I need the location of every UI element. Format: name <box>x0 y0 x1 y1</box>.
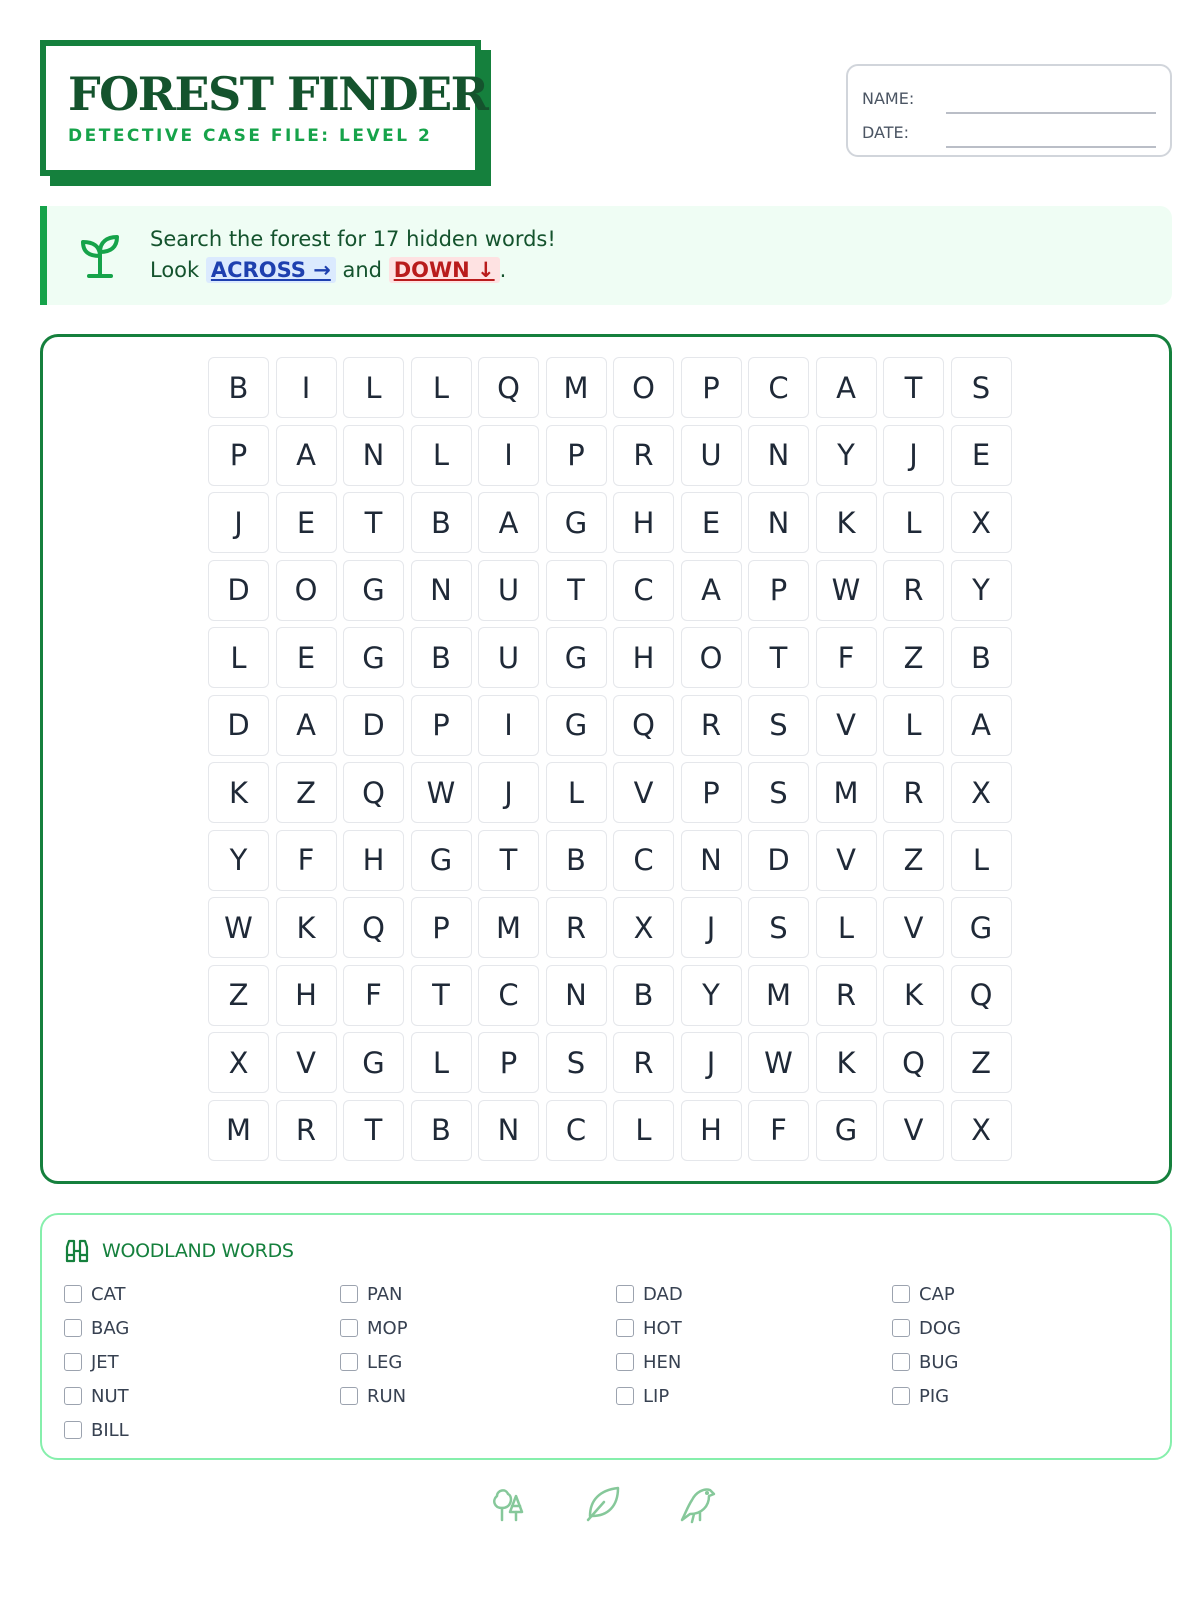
grid-cell[interactable]: B <box>411 1100 472 1161</box>
grid-cell[interactable]: N <box>748 425 809 486</box>
word-item <box>340 1277 616 1311</box>
word-label: PAN <box>367 1283 403 1305</box>
word-list-title: WOODLAND WORDS <box>102 1240 294 1262</box>
grid-cell[interactable]: W <box>816 560 877 621</box>
word-checkbox[interactable] <box>616 1353 634 1371</box>
word-checkbox[interactable] <box>616 1387 634 1405</box>
grid-cell[interactable]: X <box>951 492 1012 553</box>
grid-cell[interactable]: P <box>208 425 269 486</box>
word-list-header <box>64 1239 294 1263</box>
word-item <box>64 1413 340 1447</box>
bird-icon <box>676 1482 718 1524</box>
grid-cell[interactable]: H <box>276 965 337 1026</box>
word-checkbox[interactable] <box>64 1353 82 1371</box>
grid-cell[interactable]: Z <box>883 830 944 891</box>
grid-cell[interactable]: G <box>951 897 1012 958</box>
word-item <box>64 1277 340 1311</box>
grid-cell[interactable]: L <box>411 357 472 418</box>
grid-cell[interactable]: W <box>748 1032 809 1093</box>
word-item <box>340 1311 616 1345</box>
grid-cell[interactable]: P <box>681 357 742 418</box>
grid-cell[interactable]: G <box>343 627 404 688</box>
grid-cell[interactable]: L <box>883 492 944 553</box>
grid-cell[interactable]: P <box>681 762 742 823</box>
grid-cell[interactable]: Q <box>343 762 404 823</box>
name-date-box <box>846 64 1172 157</box>
grid-cell[interactable]: G <box>343 560 404 621</box>
grid-cell[interactable]: C <box>478 965 539 1026</box>
page-subtitle: DETECTIVE CASE FILE: LEVEL 2 <box>68 126 433 146</box>
word-item <box>616 1379 892 1413</box>
word-list <box>64 1277 1154 1447</box>
grid-cell[interactable]: T <box>478 830 539 891</box>
grid-cell[interactable]: U <box>681 425 742 486</box>
grid-cell[interactable]: L <box>816 897 877 958</box>
grid-cell[interactable]: F <box>343 965 404 1026</box>
word-checkbox[interactable] <box>892 1387 910 1405</box>
leaf-icon <box>582 1482 624 1524</box>
grid-cell[interactable]: H <box>613 492 674 553</box>
word-checkbox[interactable] <box>340 1319 358 1337</box>
word-checkbox[interactable] <box>64 1387 82 1405</box>
date-field[interactable] <box>946 122 1156 148</box>
grid-cell[interactable]: J <box>208 492 269 553</box>
grid-cell[interactable]: J <box>681 897 742 958</box>
word-checkbox[interactable] <box>340 1387 358 1405</box>
grid-cell[interactable]: K <box>276 897 337 958</box>
grid-cell[interactable]: E <box>951 425 1012 486</box>
grid-cell[interactable]: Q <box>883 1032 944 1093</box>
grid-cell[interactable]: N <box>343 425 404 486</box>
grid-cell[interactable]: D <box>343 695 404 756</box>
grid-cell[interactable]: D <box>208 695 269 756</box>
word-item <box>616 1345 892 1379</box>
word-label: DOG <box>919 1317 961 1339</box>
grid-cell[interactable]: B <box>546 830 607 891</box>
name-field[interactable] <box>946 88 1156 114</box>
word-checkbox[interactable] <box>616 1285 634 1303</box>
grid-cell[interactable]: Y <box>816 425 877 486</box>
grid-cell[interactable]: I <box>276 357 337 418</box>
word-item <box>64 1379 340 1413</box>
word-label: HOT <box>643 1317 682 1339</box>
grid-cell[interactable]: D <box>208 560 269 621</box>
look-text: Look <box>150 258 200 282</box>
grid-cell[interactable]: C <box>613 560 674 621</box>
word-item <box>64 1311 340 1345</box>
grid-cell[interactable]: M <box>748 965 809 1026</box>
grid-cell[interactable]: V <box>276 1032 337 1093</box>
grid-cell[interactable]: Q <box>343 897 404 958</box>
grid-cell[interactable]: G <box>546 695 607 756</box>
grid-cell[interactable]: J <box>883 425 944 486</box>
grid-cell[interactable]: T <box>411 965 472 1026</box>
date-label: DATE: <box>862 123 910 142</box>
grid-cell[interactable]: L <box>613 1100 674 1161</box>
grid-cell[interactable]: L <box>343 357 404 418</box>
period-text: . <box>499 258 507 282</box>
footer-icons <box>488 1482 718 1524</box>
word-item <box>616 1311 892 1345</box>
grid-cell[interactable]: E <box>681 492 742 553</box>
word-label: BILL <box>91 1419 129 1441</box>
grid-cell[interactable]: G <box>816 1100 877 1161</box>
word-label: HEN <box>643 1351 682 1373</box>
grid-cell[interactable]: C <box>613 830 674 891</box>
grid-cell[interactable]: K <box>883 965 944 1026</box>
word-checkbox[interactable] <box>64 1285 82 1303</box>
grid-cell[interactable]: U <box>478 560 539 621</box>
grid-cell[interactable]: C <box>546 1100 607 1161</box>
grid-cell[interactable]: B <box>411 492 472 553</box>
grid-cell[interactable]: P <box>546 425 607 486</box>
word-label: RUN <box>367 1385 407 1407</box>
grid-cell[interactable]: R <box>613 1032 674 1093</box>
word-item <box>892 1277 1168 1311</box>
grid-cell[interactable]: Q <box>951 965 1012 1026</box>
grid-cell[interactable]: B <box>951 627 1012 688</box>
grid-cell[interactable]: I <box>478 425 539 486</box>
word-checkbox[interactable] <box>892 1285 910 1303</box>
grid-cell[interactable]: T <box>343 1100 404 1161</box>
grid-cell[interactable]: X <box>951 762 1012 823</box>
grid-cell[interactable]: O <box>681 627 742 688</box>
word-checkbox[interactable] <box>892 1319 910 1337</box>
grid-cell[interactable]: B <box>411 627 472 688</box>
instructions-line-2 <box>150 255 556 286</box>
page-title: FOREST FINDER <box>68 67 488 121</box>
word-label: LIP <box>643 1385 670 1407</box>
grid-cell[interactable]: K <box>208 762 269 823</box>
word-label: PIG <box>919 1385 950 1407</box>
grid-cell[interactable]: W <box>208 897 269 958</box>
grid-cell[interactable]: I <box>478 695 539 756</box>
grid-cell[interactable]: R <box>816 965 877 1026</box>
grid-cell[interactable]: G <box>546 492 607 553</box>
date-row <box>862 114 1156 148</box>
name-label: NAME: <box>862 89 915 108</box>
grid-cell[interactable]: L <box>546 762 607 823</box>
word-checkbox[interactable] <box>340 1353 358 1371</box>
binoculars-icon <box>64 1239 90 1263</box>
word-checkbox[interactable] <box>64 1319 82 1337</box>
grid-cell[interactable]: J <box>478 762 539 823</box>
grid-cell[interactable]: Z <box>951 1032 1012 1093</box>
grid-cell[interactable]: C <box>748 357 809 418</box>
grid-cell[interactable]: Y <box>951 560 1012 621</box>
grid-cell[interactable]: D <box>748 830 809 891</box>
grid-cell[interactable]: L <box>883 695 944 756</box>
instructions-text <box>150 224 556 286</box>
grid-cell[interactable]: P <box>411 695 472 756</box>
word-item <box>892 1311 1168 1345</box>
grid-cell[interactable]: M <box>478 897 539 958</box>
word-label: DAD <box>643 1283 683 1305</box>
word-item <box>340 1345 616 1379</box>
grid-cell[interactable]: K <box>816 1032 877 1093</box>
title-box <box>40 40 488 176</box>
grid-cell[interactable]: W <box>411 762 472 823</box>
grid-cell[interactable]: S <box>546 1032 607 1093</box>
grid-cell[interactable]: N <box>478 1100 539 1161</box>
word-checkbox[interactable] <box>616 1319 634 1337</box>
grid-cell[interactable]: O <box>276 560 337 621</box>
grid-cell[interactable]: H <box>681 1100 742 1161</box>
grid-cell[interactable]: V <box>816 695 877 756</box>
grid-cell[interactable]: O <box>613 357 674 418</box>
grid-cell[interactable]: P <box>478 1032 539 1093</box>
grid-cell[interactable]: H <box>613 627 674 688</box>
grid-cell[interactable]: A <box>816 357 877 418</box>
grid-cell[interactable]: F <box>276 830 337 891</box>
grid-cell[interactable]: R <box>883 762 944 823</box>
grid-cell[interactable]: H <box>343 830 404 891</box>
grid-cell[interactable]: L <box>208 627 269 688</box>
grid-cell[interactable]: T <box>748 627 809 688</box>
grid-cell[interactable]: S <box>748 695 809 756</box>
grid-cell[interactable]: Z <box>208 965 269 1026</box>
grid-cell[interactable]: N <box>748 492 809 553</box>
grid-cell[interactable]: Z <box>883 627 944 688</box>
word-item <box>64 1345 340 1379</box>
grid-cell[interactable]: T <box>883 357 944 418</box>
grid-cell[interactable]: J <box>681 1032 742 1093</box>
grid-cell[interactable]: N <box>681 830 742 891</box>
grid-cell[interactable]: P <box>411 897 472 958</box>
word-item <box>892 1379 1168 1413</box>
word-checkbox[interactable] <box>892 1353 910 1371</box>
word-label: LEG <box>367 1351 403 1373</box>
grid-cell[interactable]: G <box>343 1032 404 1093</box>
grid-cell[interactable]: R <box>613 425 674 486</box>
grid-cell[interactable]: L <box>411 425 472 486</box>
trees-icon <box>488 1482 530 1524</box>
grid-cell[interactable]: V <box>613 762 674 823</box>
grid-cell[interactable]: Y <box>681 965 742 1026</box>
grid-cell[interactable]: E <box>276 627 337 688</box>
grid-cell[interactable]: B <box>208 357 269 418</box>
instructions-line-1: Search the forest for 17 hidden words! <box>150 227 556 251</box>
grid-cell[interactable]: Q <box>478 357 539 418</box>
down-badge: DOWN ↓ <box>389 257 500 283</box>
name-row <box>862 80 1156 114</box>
across-badge: ACROSS → <box>206 257 336 283</box>
grid-cell[interactable]: N <box>546 965 607 1026</box>
word-label: CAP <box>919 1283 955 1305</box>
grid-cell[interactable]: R <box>276 1100 337 1161</box>
word-item <box>892 1345 1168 1379</box>
grid-cell[interactable]: K <box>816 492 877 553</box>
grid-cell[interactable]: F <box>748 1100 809 1161</box>
grid-cell[interactable]: V <box>883 1100 944 1161</box>
grid-cell[interactable]: A <box>478 492 539 553</box>
grid-cell[interactable]: L <box>411 1032 472 1093</box>
grid-cell[interactable]: Q <box>613 695 674 756</box>
grid-cell[interactable]: M <box>208 1100 269 1161</box>
grid-cell[interactable]: Z <box>276 762 337 823</box>
grid-cell[interactable]: P <box>748 560 809 621</box>
word-item <box>340 1379 616 1413</box>
word-item <box>616 1277 892 1311</box>
grid-cell[interactable]: V <box>883 897 944 958</box>
puzzle-panel <box>40 334 1172 1184</box>
grid-cell[interactable]: V <box>816 830 877 891</box>
grid-cell[interactable]: S <box>748 762 809 823</box>
letter-grid <box>208 357 1012 1161</box>
grid-cell[interactable]: Y <box>208 830 269 891</box>
grid-cell[interactable]: G <box>411 830 472 891</box>
grid-cell[interactable]: L <box>951 830 1012 891</box>
grid-cell[interactable]: M <box>816 762 877 823</box>
grid-cell[interactable]: A <box>681 560 742 621</box>
word-label: BAG <box>91 1317 130 1339</box>
grid-cell[interactable]: T <box>343 492 404 553</box>
instructions-banner <box>40 206 1172 305</box>
grid-cell[interactable]: A <box>951 695 1012 756</box>
grid-cell[interactable]: R <box>681 695 742 756</box>
grid-cell[interactable]: G <box>546 627 607 688</box>
word-label: CAT <box>91 1283 126 1305</box>
and-text: and <box>342 258 382 282</box>
grid-cell[interactable]: S <box>951 357 1012 418</box>
word-label: NUT <box>91 1385 129 1407</box>
word-list-panel <box>40 1213 1172 1460</box>
word-label: MOP <box>367 1317 408 1339</box>
word-checkbox[interactable] <box>64 1421 82 1439</box>
grid-cell[interactable]: A <box>276 695 337 756</box>
grid-cell[interactable]: U <box>478 627 539 688</box>
grid-cell[interactable]: T <box>546 560 607 621</box>
grid-cell[interactable]: X <box>951 1100 1012 1161</box>
word-checkbox[interactable] <box>340 1285 358 1303</box>
word-label: JET <box>91 1351 119 1373</box>
grid-cell[interactable]: R <box>883 560 944 621</box>
word-label: BUG <box>919 1351 959 1373</box>
grid-cell[interactable]: E <box>276 492 337 553</box>
grid-cell[interactable]: S <box>748 897 809 958</box>
grid-cell[interactable]: F <box>816 627 877 688</box>
grid-cell[interactable]: M <box>546 357 607 418</box>
grid-cell[interactable]: X <box>208 1032 269 1093</box>
grid-cell[interactable]: N <box>411 560 472 621</box>
grid-cell[interactable]: A <box>276 425 337 486</box>
grid-cell[interactable]: X <box>613 897 674 958</box>
grid-cell[interactable]: B <box>613 965 674 1026</box>
grid-cell[interactable]: R <box>546 897 607 958</box>
sprout-icon <box>77 232 123 280</box>
